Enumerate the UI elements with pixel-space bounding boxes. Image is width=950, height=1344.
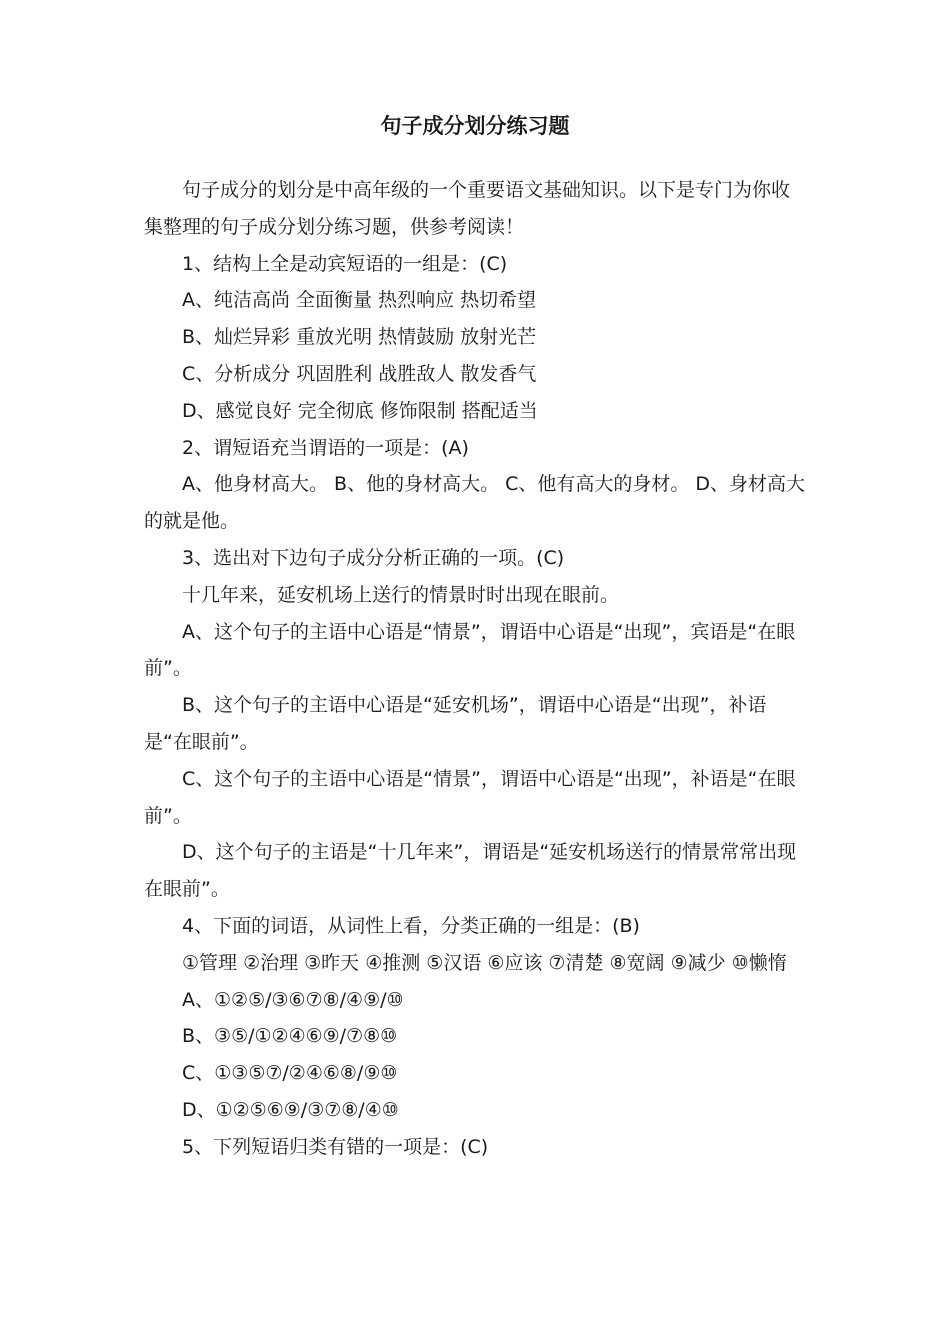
- document-body: [144, 172, 808, 1166]
- q4-option-b: B、③⑤/①②④⑥⑨/⑦⑧⑩: [182, 1025, 398, 1048]
- q3-sentence: 十几年来，延安机场上送行的情景时时出现在眼前。: [182, 583, 620, 606]
- question-3: 3、选出对下边句子成分分析正确的一项。(C): [182, 546, 565, 569]
- q4-option-d: D、①②⑤⑥⑨/③⑦⑧/④⑩: [182, 1098, 399, 1121]
- q3-option-b: B、这个句子的主语中心语是“延安机场”，谓语中心语是“出现”，补语是“在眼前”。: [144, 694, 767, 753]
- q3-option-d: D、这个句子的主语是“十几年来”，谓语是“延安机场送行的情景常常出现在眼前”。: [144, 841, 797, 901]
- question-1: 1、结构上全是动宾短语的一组是：(C): [182, 252, 508, 275]
- question-5: 5、下列短语归类有错的一项是：(C): [182, 1135, 489, 1158]
- question-4: 4、下面的词语，从词性上看，分类正确的一组是：(B): [182, 914, 640, 937]
- q3-option-a: A、这个句子的主语中心语是“情景”，谓语中心语是“出现”，宾语是“在眼前”。: [144, 620, 796, 680]
- question-2: 2、谓短语充当谓语的一项是：(A): [182, 436, 469, 459]
- q1-option-c: C、分析成分 巩固胜利 战胜敌人 散发香气: [182, 362, 537, 385]
- intro-paragraph: 句子成分的划分是中高年级的一个重要语文基础知识。以下是专门为你收集整理的句子成分划分练习题，供参考阅读！: [144, 179, 791, 238]
- q2-options: A、他身材高大。 B、他的身材高大。 C、他有高大的身材。 D、身材高大的就是他。: [144, 473, 806, 533]
- q4-option-c: C、①③⑤⑦/②④⑥⑧/⑨⑩: [182, 1062, 398, 1085]
- page-title: 句子成分划分练习题: [380, 114, 570, 138]
- q4-word-list: ①管理 ②治理 ③昨天 ④推测 ⑤汉语 ⑥应该 ⑦清楚 ⑧宽阔 ⑨减少 ⑩懒惰: [182, 951, 787, 974]
- q4-option-a: A、①②⑤/③⑥⑦⑧/④⑨/⑩: [182, 988, 404, 1011]
- q1-option-d: D、感觉良好 完全彻底 修饰限制 搭配适当: [182, 399, 538, 422]
- q1-option-a: A、纯洁高尚 全面衡量 热烈响应 热切希望: [182, 289, 537, 312]
- q3-option-c: C、这个句子的主语中心语是“情景”，谓语中心语是“出现”，补语是“在眼前”。: [144, 767, 796, 827]
- q1-option-b: B、灿烂异彩 重放光明 热情鼓励 放射光芒: [182, 326, 537, 349]
